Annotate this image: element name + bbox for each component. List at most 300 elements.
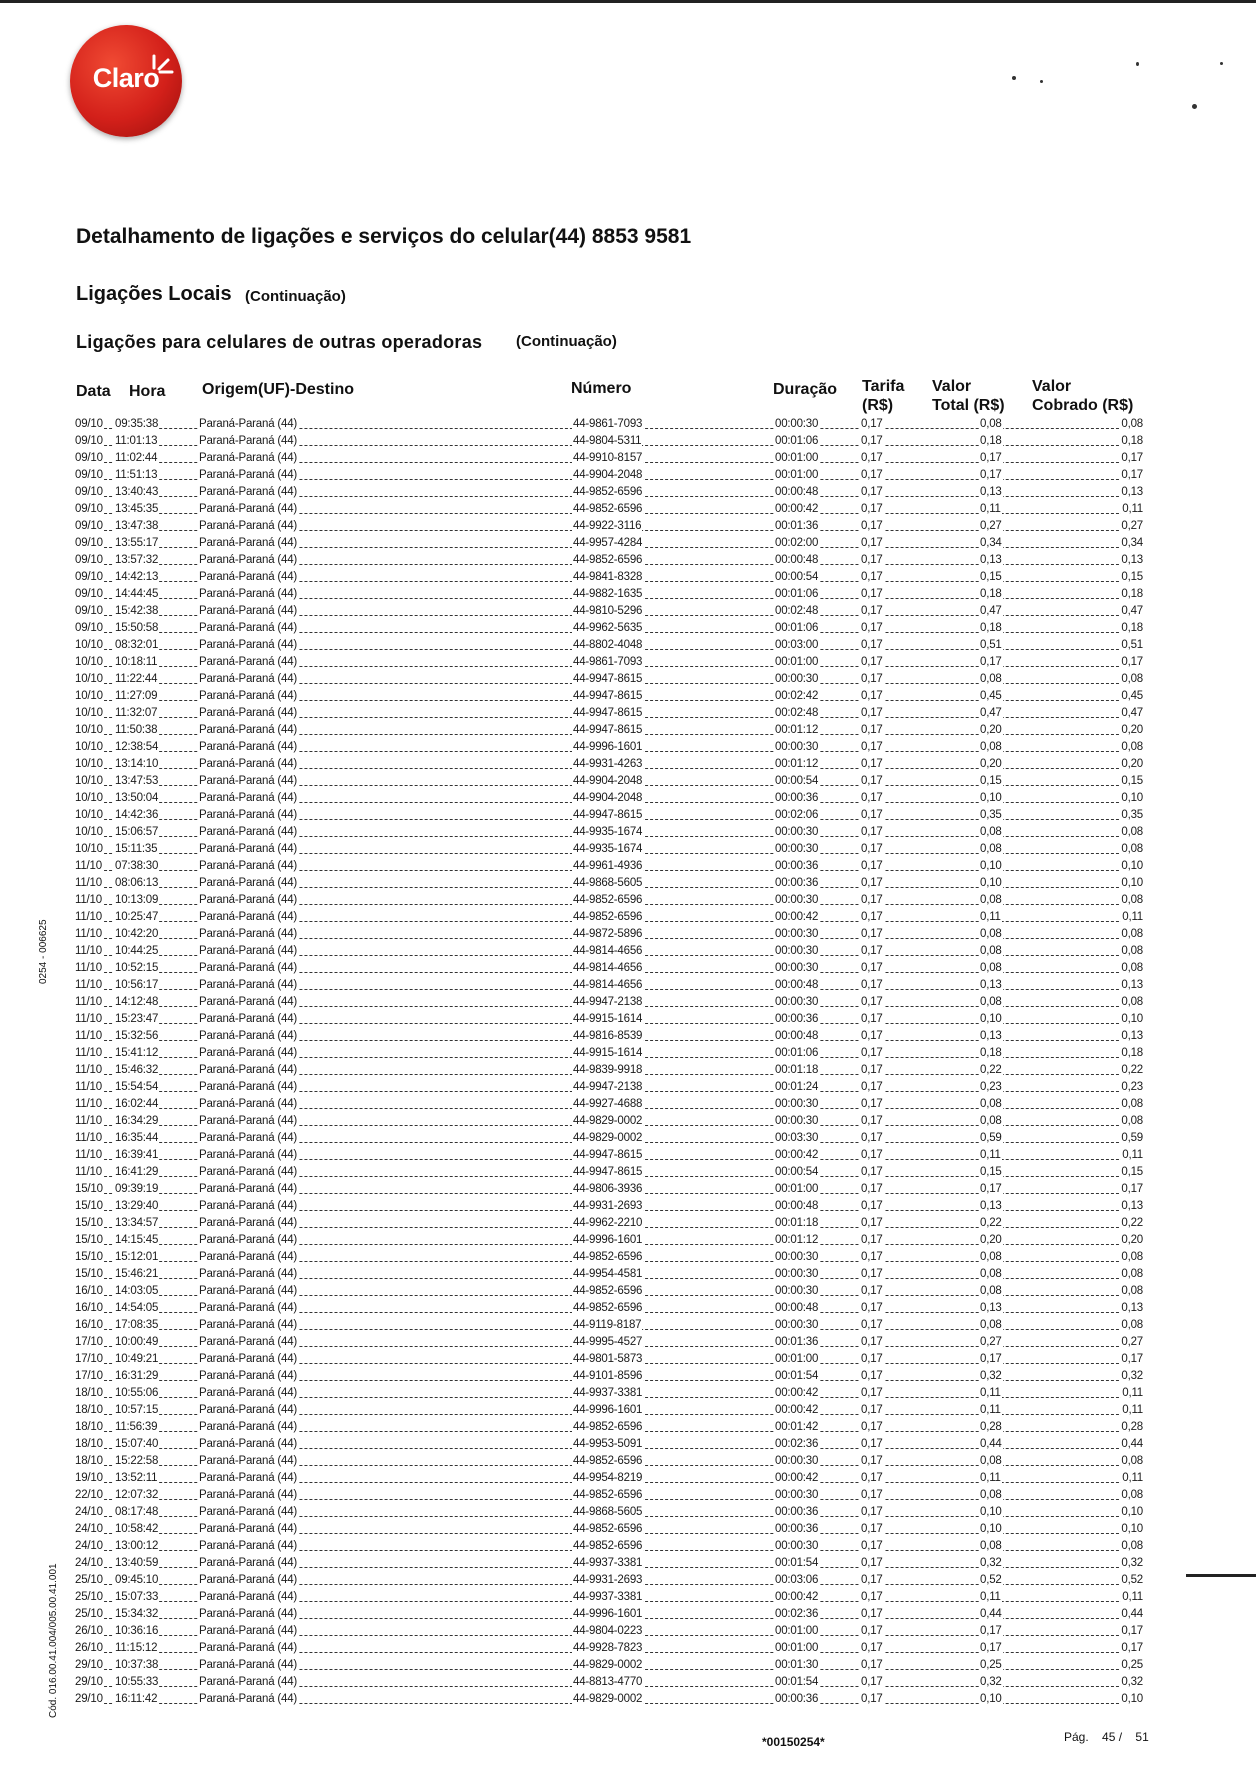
cell-tarifa: 0,17 — [861, 656, 883, 668]
cell-numero: 44-9814-4656 — [573, 979, 643, 991]
cell-duracao: 00:01:06 — [775, 435, 819, 447]
cell-data: 15/10 — [75, 1217, 103, 1229]
cell-data: 09/10 — [75, 503, 103, 515]
cell-duracao: 00:00:36 — [775, 792, 819, 804]
table-row — [74, 451, 1144, 468]
cell-duracao: 00:01:12 — [775, 724, 819, 736]
cell-valor-total: 0,47 — [980, 605, 1002, 617]
cell-hora: 10:44:25 — [115, 945, 159, 957]
cell-numero: 44-9947-2138 — [573, 1081, 643, 1093]
cell-numero: 44-9935-1674 — [573, 843, 643, 855]
cell-data: 10/10 — [75, 724, 103, 736]
cell-duracao: 00:00:54 — [775, 775, 819, 787]
cell-numero: 44-9957-4284 — [573, 537, 643, 549]
cell-valor-cobrado: 0,18 — [1121, 588, 1143, 600]
cell-valor-cobrado: 0,20 — [1121, 758, 1143, 770]
cell-tarifa: 0,17 — [861, 1030, 883, 1042]
cell-numero: 44-9947-8615 — [573, 724, 643, 736]
cell-hora: 13:55:17 — [115, 537, 159, 549]
cell-hora: 13:14:10 — [115, 758, 159, 770]
cell-data: 25/10 — [75, 1574, 103, 1586]
cell-origem: Paraná-Paraná (44) — [199, 1557, 298, 1569]
cell-hora: 10:57:15 — [115, 1404, 159, 1416]
cell-duracao: 00:00:36 — [775, 1523, 819, 1535]
table-row — [74, 570, 1144, 587]
cell-origem: Paraná-Paraná (44) — [199, 928, 298, 940]
section-title: Ligações Locais — [76, 283, 232, 305]
cell-duracao: 00:00:42 — [775, 1404, 819, 1416]
cell-origem: Paraná-Paraná (44) — [199, 1268, 298, 1280]
cell-numero: 44-9852-6596 — [573, 1523, 643, 1535]
cell-numero: 44-9872-5896 — [573, 928, 643, 940]
cell-duracao: 00:01:18 — [775, 1064, 819, 1076]
table-row — [74, 519, 1144, 536]
cell-valor-total: 0,25 — [980, 1659, 1002, 1671]
cell-valor-cobrado: 0,52 — [1121, 1574, 1143, 1586]
table-row — [74, 1420, 1144, 1437]
cell-numero: 44-9962-5635 — [573, 622, 643, 634]
cell-tarifa: 0,17 — [861, 1149, 883, 1161]
cell-data: 11/10 — [75, 1132, 102, 1144]
cell-numero: 44-9947-8615 — [573, 809, 643, 821]
cell-data: 09/10 — [75, 418, 103, 430]
cell-duracao: 00:02:00 — [775, 537, 819, 549]
table-row — [74, 978, 1144, 995]
cell-valor-total: 0,15 — [980, 571, 1002, 583]
cell-valor-total: 0,11 — [980, 1591, 1001, 1603]
cell-duracao: 00:00:48 — [775, 554, 819, 566]
cell-origem: Paraná-Paraná (44) — [199, 1404, 298, 1416]
cell-origem: Paraná-Paraná (44) — [199, 452, 298, 464]
cell-numero: 44-9961-4936 — [573, 860, 643, 872]
cell-hora: 15:22:58 — [115, 1455, 159, 1467]
table-row — [74, 1590, 1144, 1607]
cell-valor-total: 0,32 — [980, 1370, 1002, 1382]
cell-tarifa: 0,17 — [861, 758, 883, 770]
cell-data: 09/10 — [75, 537, 103, 549]
cell-data: 16/10 — [75, 1285, 103, 1297]
cell-valor-total: 0,11 — [980, 1387, 1001, 1399]
cell-data: 10/10 — [75, 758, 103, 770]
cell-tarifa: 0,17 — [861, 1676, 883, 1688]
cell-tarifa: 0,17 — [861, 809, 883, 821]
cell-origem: Paraná-Paraná (44) — [199, 741, 298, 753]
cell-valor-cobrado: 0,08 — [1121, 1540, 1143, 1552]
cell-tarifa: 0,17 — [861, 1200, 883, 1212]
cell-data: 10/10 — [75, 673, 103, 685]
cell-numero: 44-9119-8187 — [573, 1319, 642, 1331]
cell-origem: Paraná-Paraná (44) — [199, 911, 298, 923]
table-row — [74, 740, 1144, 757]
cell-hora: 14:15:45 — [115, 1234, 159, 1246]
cell-tarifa: 0,17 — [861, 826, 883, 838]
cell-numero: 44-9882-1635 — [573, 588, 643, 600]
cell-numero: 44-9962-2210 — [573, 1217, 643, 1229]
cell-hora: 13:47:53 — [115, 775, 159, 787]
cell-hora: 11:02:44 — [115, 452, 158, 464]
table-row — [74, 638, 1144, 655]
cell-tarifa: 0,17 — [861, 945, 883, 957]
cell-tarifa: 0,17 — [861, 1115, 883, 1127]
table-row — [74, 1267, 1144, 1284]
cell-origem: Paraná-Paraná (44) — [199, 1472, 298, 1484]
cell-valor-total: 0,11 — [980, 1472, 1001, 1484]
cell-duracao: 00:01:36 — [775, 1336, 819, 1348]
table-row — [74, 1284, 1144, 1301]
cell-origem: Paraná-Paraná (44) — [199, 1064, 298, 1076]
cell-data: 09/10 — [75, 605, 103, 617]
cell-duracao: 00:01:36 — [775, 520, 819, 532]
cell-valor-cobrado: 0,17 — [1121, 1353, 1143, 1365]
cell-origem: Paraná-Paraná (44) — [199, 1183, 298, 1195]
cell-data: 11/10 — [75, 1081, 102, 1093]
cell-data: 18/10 — [75, 1438, 103, 1450]
cell-origem: Paraná-Paraná (44) — [199, 707, 298, 719]
cell-hora: 15:11:35 — [115, 843, 158, 855]
cell-valor-total: 0,28 — [980, 1421, 1002, 1433]
cell-hora: 07:38:30 — [115, 860, 159, 872]
cell-origem: Paraná-Paraná (44) — [199, 1489, 298, 1501]
cell-tarifa: 0,17 — [861, 622, 883, 634]
cell-tarifa: 0,17 — [861, 673, 883, 685]
cell-valor-total: 0,13 — [980, 979, 1002, 991]
table-row — [74, 825, 1144, 842]
page-number — [1064, 1730, 1149, 1744]
cell-numero: 44-9861-7093 — [573, 418, 643, 430]
cell-numero: 44-9829-0002 — [573, 1693, 643, 1705]
cell-data: 19/10 — [75, 1472, 103, 1484]
cell-valor-cobrado: 0,18 — [1121, 622, 1143, 634]
cell-tarifa: 0,17 — [861, 605, 883, 617]
cell-duracao: 00:02:36 — [775, 1438, 819, 1450]
table-row — [74, 910, 1144, 927]
col-header-tarifa — [862, 377, 904, 415]
cell-duracao: 00:02:48 — [775, 605, 819, 617]
table-row — [74, 1539, 1144, 1556]
cell-numero: 44-9947-8615 — [573, 1166, 643, 1178]
cell-origem: Paraná-Paraná (44) — [199, 571, 298, 583]
barcode-text: *00150254* — [762, 1735, 825, 1749]
cell-tarifa: 0,17 — [861, 1642, 883, 1654]
cell-origem: Paraná-Paraná (44) — [199, 843, 298, 855]
cell-numero: 44-9841-8328 — [573, 571, 643, 583]
cell-data: 24/10 — [75, 1540, 103, 1552]
cell-origem: Paraná-Paraná (44) — [199, 1013, 298, 1025]
cell-valor-total: 0,18 — [980, 622, 1002, 634]
cell-numero: 44-9937-3381 — [573, 1557, 643, 1569]
cell-numero: 44-9814-4656 — [573, 962, 643, 974]
cell-duracao: 00:00:30 — [775, 1115, 819, 1127]
cell-duracao: 00:01:00 — [775, 452, 819, 464]
cell-origem: Paraná-Paraná (44) — [199, 826, 298, 838]
cell-origem: Paraná-Paraná (44) — [199, 1166, 298, 1178]
cell-valor-cobrado: 0,11 — [1122, 1387, 1143, 1399]
table-row — [74, 655, 1144, 672]
cell-numero: 44-9953-5091 — [573, 1438, 643, 1450]
cell-origem: Paraná-Paraná (44) — [199, 962, 298, 974]
cell-valor-cobrado: 0,17 — [1121, 452, 1143, 464]
cell-hora: 14:44:45 — [115, 588, 159, 600]
cell-tarifa: 0,17 — [861, 707, 883, 719]
cell-hora: 13:45:35 — [115, 503, 159, 515]
cell-hora: 16:34:29 — [115, 1115, 159, 1127]
cell-numero: 44-9804-5311 — [573, 435, 642, 447]
cell-valor-total: 0,08 — [980, 996, 1002, 1008]
table-row — [74, 1114, 1144, 1131]
cell-hora: 11:50:38 — [115, 724, 158, 736]
table-row — [74, 434, 1144, 451]
table-row — [74, 1471, 1144, 1488]
cell-valor-total: 0,08 — [980, 1319, 1002, 1331]
cell-valor-cobrado: 0,17 — [1121, 1183, 1143, 1195]
cell-origem: Paraná-Paraná (44) — [199, 1438, 298, 1450]
cell-hora: 10:18:11 — [115, 656, 158, 668]
cell-valor-cobrado: 0,08 — [1121, 1251, 1143, 1263]
cell-valor-total: 0,59 — [980, 1132, 1002, 1144]
cell-origem: Paraná-Paraná (44) — [199, 1115, 298, 1127]
cell-duracao: 00:00:48 — [775, 1302, 819, 1314]
cell-data: 09/10 — [75, 520, 103, 532]
table-row — [74, 1199, 1144, 1216]
cell-tarifa: 0,17 — [861, 1540, 883, 1552]
cell-tarifa: 0,17 — [861, 911, 883, 923]
table-row — [74, 417, 1144, 434]
cell-data: 11/10 — [75, 996, 102, 1008]
cell-data: 11/10 — [75, 894, 102, 906]
cell-numero: 44-9947-2138 — [573, 996, 643, 1008]
cell-hora: 11:01:13 — [115, 435, 158, 447]
cell-numero: 44-9904-2048 — [573, 792, 643, 804]
cell-origem: Paraná-Paraná (44) — [199, 1506, 298, 1518]
cell-origem: Paraná-Paraná (44) — [199, 1455, 298, 1467]
cell-hora: 10:56:17 — [115, 979, 159, 991]
cell-valor-total: 0,08 — [980, 1540, 1002, 1552]
cell-tarifa: 0,17 — [861, 1608, 883, 1620]
cell-tarifa: 0,17 — [861, 792, 883, 804]
cell-duracao: 00:02:06 — [775, 809, 819, 821]
cell-valor-total: 0,08 — [980, 1285, 1002, 1297]
cell-valor-total: 0,08 — [980, 673, 1002, 685]
cell-data: 09/10 — [75, 435, 103, 447]
cell-origem: Paraná-Paraná (44) — [199, 1217, 298, 1229]
cell-hora: 15:23:47 — [115, 1013, 159, 1025]
table-row — [74, 1692, 1144, 1709]
table-row — [74, 1386, 1144, 1403]
cell-duracao: 00:00:30 — [775, 418, 819, 430]
cell-duracao: 00:00:30 — [775, 1540, 819, 1552]
cell-data: 15/10 — [75, 1268, 103, 1280]
cell-tarifa: 0,17 — [861, 1251, 883, 1263]
cell-numero: 44-9910-8157 — [573, 452, 643, 464]
cell-valor-total: 0,27 — [980, 520, 1002, 532]
cell-data: 10/10 — [75, 656, 103, 668]
cell-numero: 44-9937-3381 — [573, 1591, 643, 1603]
cell-data: 11/10 — [75, 860, 102, 872]
cell-data: 17/10 — [75, 1353, 103, 1365]
cell-duracao: 00:01:30 — [775, 1659, 819, 1671]
cell-tarifa: 0,17 — [861, 1370, 883, 1382]
cell-origem: Paraná-Paraná (44) — [199, 1030, 298, 1042]
cell-tarifa: 0,17 — [861, 554, 883, 566]
cell-valor-cobrado: 0,11 — [1122, 1472, 1143, 1484]
cell-valor-total: 0,32 — [980, 1676, 1002, 1688]
cell-valor-cobrado: 0,25 — [1121, 1659, 1143, 1671]
cell-valor-cobrado: 0,08 — [1121, 945, 1143, 957]
table-row — [74, 1148, 1144, 1165]
cell-tarifa: 0,17 — [861, 860, 883, 872]
cell-numero: 44-8813-4770 — [573, 1676, 643, 1688]
cell-hora: 13:47:38 — [115, 520, 159, 532]
cell-valor-cobrado: 0,47 — [1121, 605, 1143, 617]
cell-tarifa: 0,17 — [861, 486, 883, 498]
cell-valor-cobrado: 0,10 — [1121, 1693, 1143, 1705]
cell-valor-total: 0,17 — [980, 1625, 1002, 1637]
cell-origem: Paraná-Paraná (44) — [199, 1098, 298, 1110]
cell-data: 24/10 — [75, 1506, 103, 1518]
cell-numero: 44-9927-4688 — [573, 1098, 643, 1110]
cell-hora: 15:46:32 — [115, 1064, 159, 1076]
cell-numero: 44-9868-5605 — [573, 877, 643, 889]
cell-valor-cobrado: 0,08 — [1121, 673, 1143, 685]
cell-hora: 10:49:21 — [115, 1353, 159, 1365]
cell-hora: 11:51:13 — [115, 469, 158, 481]
page-separator: / — [1118, 1730, 1123, 1744]
cell-valor-cobrado: 0,11 — [1122, 1591, 1143, 1603]
cell-valor-cobrado: 0,15 — [1121, 1166, 1143, 1178]
cell-valor-total: 0,11 — [980, 911, 1001, 923]
cell-data: 11/10 — [75, 911, 102, 923]
cell-tarifa: 0,17 — [861, 962, 883, 974]
cell-valor-total: 0,08 — [980, 1115, 1002, 1127]
cell-numero: 44-9947-8615 — [573, 707, 643, 719]
cell-tarifa: 0,17 — [861, 1183, 883, 1195]
cell-duracao: 00:01:06 — [775, 1047, 819, 1059]
cell-data: 11/10 — [75, 1098, 102, 1110]
cell-origem: Paraná-Paraná (44) — [199, 622, 298, 634]
cell-valor-total: 0,17 — [980, 1353, 1002, 1365]
cell-tarifa: 0,17 — [861, 724, 883, 736]
table-row — [74, 587, 1144, 604]
cell-origem: Paraná-Paraná (44) — [199, 537, 298, 549]
cell-valor-total: 0,47 — [980, 707, 1002, 719]
cell-valor-cobrado: 0,13 — [1121, 979, 1143, 991]
cell-valor-cobrado: 0,32 — [1121, 1557, 1143, 1569]
cell-origem: Paraná-Paraná (44) — [199, 775, 298, 787]
cell-tarifa: 0,17 — [861, 843, 883, 855]
cell-tarifa: 0,17 — [861, 1472, 883, 1484]
cell-origem: Paraná-Paraná (44) — [199, 1591, 298, 1603]
table-row — [74, 1556, 1144, 1573]
cell-duracao: 00:01:12 — [775, 758, 819, 770]
cell-data: 11/10 — [75, 1149, 102, 1161]
cell-data: 09/10 — [75, 571, 103, 583]
cell-hora: 16:31:29 — [115, 1370, 159, 1382]
cell-valor-cobrado: 0,20 — [1121, 1234, 1143, 1246]
cell-valor-cobrado: 0,08 — [1121, 826, 1143, 838]
cell-valor-total: 0,10 — [980, 860, 1002, 872]
cell-numero: 44-9996-1601 — [573, 1608, 643, 1620]
cell-duracao: 00:00:30 — [775, 1098, 819, 1110]
cell-valor-cobrado: 0,10 — [1121, 860, 1143, 872]
cell-hora: 08:17:48 — [115, 1506, 159, 1518]
table-row — [74, 672, 1144, 689]
cell-data: 10/10 — [75, 690, 103, 702]
cell-valor-cobrado: 0,18 — [1121, 1047, 1143, 1059]
cell-duracao: 00:01:00 — [775, 1642, 819, 1654]
cell-origem: Paraná-Paraná (44) — [199, 1047, 298, 1059]
cell-valor-total: 0,17 — [980, 656, 1002, 668]
cell-hora: 11:32:07 — [115, 707, 158, 719]
cell-tarifa: 0,17 — [861, 1047, 883, 1059]
cell-tarifa: 0,17 — [861, 1336, 883, 1348]
table-row — [74, 876, 1144, 893]
cell-data: 11/10 — [75, 1030, 102, 1042]
cell-valor-total: 0,51 — [980, 639, 1002, 651]
cell-origem: Paraná-Paraná (44) — [199, 860, 298, 872]
cell-valor-cobrado: 0,08 — [1121, 1285, 1143, 1297]
cell-duracao: 00:01:24 — [775, 1081, 819, 1093]
cell-duracao: 00:00:36 — [775, 1693, 819, 1705]
cell-duracao: 00:00:42 — [775, 911, 819, 923]
cell-valor-cobrado: 0,28 — [1121, 1421, 1143, 1433]
cell-hora: 13:29:40 — [115, 1200, 159, 1212]
cell-hora: 15:32:56 — [115, 1030, 159, 1042]
cell-tarifa: 0,17 — [861, 1574, 883, 1586]
cell-valor-total: 0,13 — [980, 1030, 1002, 1042]
cell-numero: 44-9829-0002 — [573, 1132, 643, 1144]
cell-numero: 44-9922-3116 — [573, 520, 642, 532]
cell-valor-cobrado: 0,59 — [1121, 1132, 1143, 1144]
cell-hora: 16:39:41 — [115, 1149, 159, 1161]
cell-valor-cobrado: 0,08 — [1121, 1489, 1143, 1501]
cell-hora: 11:15:12 — [115, 1642, 158, 1654]
table-row — [74, 791, 1144, 808]
scan-speck — [1192, 104, 1197, 109]
cell-tarifa: 0,17 — [861, 1013, 883, 1025]
cell-origem: Paraná-Paraná (44) — [199, 1659, 298, 1671]
cell-numero: 44-9931-2693 — [573, 1574, 643, 1586]
cell-data: 11/10 — [75, 928, 102, 940]
cell-numero: 44-9804-0223 — [573, 1625, 643, 1637]
table-row — [74, 1369, 1144, 1386]
cell-valor-total: 0,52 — [980, 1574, 1002, 1586]
table-row — [74, 1097, 1144, 1114]
cell-origem: Paraná-Paraná (44) — [199, 418, 298, 430]
cell-valor-total: 0,20 — [980, 758, 1002, 770]
cell-data: 10/10 — [75, 826, 103, 838]
cell-numero: 44-9852-6596 — [573, 554, 643, 566]
cell-origem: Paraná-Paraná (44) — [199, 656, 298, 668]
cell-data: 09/10 — [75, 554, 103, 566]
cell-numero: 44-9996-1601 — [573, 741, 643, 753]
table-row — [74, 1335, 1144, 1352]
cell-hora: 15:06:57 — [115, 826, 159, 838]
cell-hora: 14:42:13 — [115, 571, 159, 583]
cell-numero: 44-9931-4263 — [573, 758, 643, 770]
cell-duracao: 00:01:00 — [775, 1353, 819, 1365]
cell-origem: Paraná-Paraná (44) — [199, 469, 298, 481]
cell-valor-total: 0,44 — [980, 1608, 1002, 1620]
table-row — [74, 1505, 1144, 1522]
cell-origem: Paraná-Paraná (44) — [199, 1234, 298, 1246]
cell-duracao: 00:00:30 — [775, 826, 819, 838]
cell-data: 22/10 — [75, 1489, 103, 1501]
cell-hora: 10:58:42 — [115, 1523, 159, 1535]
cell-tarifa: 0,17 — [861, 1404, 883, 1416]
table-row — [74, 1182, 1144, 1199]
cell-tarifa: 0,17 — [861, 1387, 883, 1399]
cell-origem: Paraná-Paraná (44) — [199, 1574, 298, 1586]
